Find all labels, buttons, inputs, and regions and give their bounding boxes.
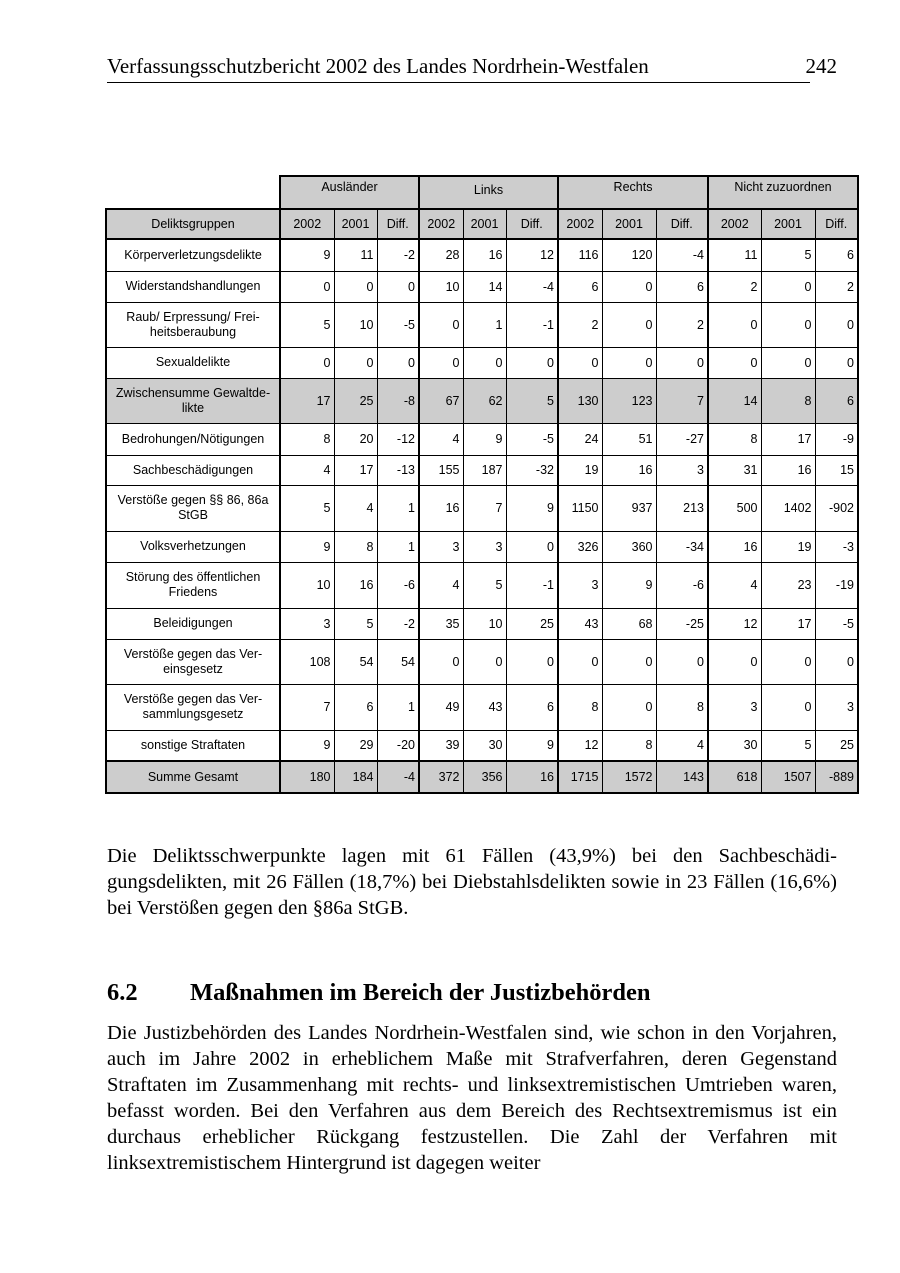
table-cell: 43: [558, 608, 602, 639]
table-cell: 5: [334, 608, 377, 639]
table-cell: 9: [463, 423, 506, 455]
column-header-row: [106, 209, 858, 239]
table-cell: 8: [656, 684, 708, 730]
table-cell: 8: [708, 423, 761, 455]
table-cell: 30: [463, 730, 506, 761]
table-cell: 28: [419, 239, 463, 271]
table-cell: 9: [506, 730, 558, 761]
table-cell: 0: [558, 347, 602, 378]
table-cell: -32: [506, 455, 558, 485]
table-cell: 49: [419, 684, 463, 730]
table-cell: 0: [761, 684, 815, 730]
table-cell: 0: [656, 347, 708, 378]
table-row: [106, 562, 858, 608]
table-cell: 23: [761, 562, 815, 608]
table-cell: 8: [334, 531, 377, 562]
table-cell: 54: [377, 639, 419, 684]
table-cell: 51: [602, 423, 656, 455]
table-cell: 10: [334, 302, 377, 347]
table-cell: -27: [656, 423, 708, 455]
table-cell: 0: [506, 531, 558, 562]
table-cell: 2: [656, 302, 708, 347]
table-cell: 372: [419, 761, 463, 793]
table-cell: 213: [656, 485, 708, 531]
table-cell: -20: [377, 730, 419, 761]
table-cell: 7: [280, 684, 334, 730]
table-cell: 0: [761, 639, 815, 684]
table-cell: 5: [761, 239, 815, 271]
row-label: Volksverhetzungen: [106, 531, 280, 562]
table-cell: -4: [377, 761, 419, 793]
table-row: [106, 761, 858, 793]
table-cell: 16: [761, 455, 815, 485]
table-cell: 4: [334, 485, 377, 531]
section-number: 6.2: [107, 979, 138, 1006]
table-cell: -19: [815, 562, 858, 608]
table-cell: 11: [708, 239, 761, 271]
running-title: Verfassungsschutzbericht 2002 des Landes Nordrhein-Westfalen: [107, 54, 649, 78]
table-cell: -5: [377, 302, 419, 347]
table-cell: 12: [708, 608, 761, 639]
table-cell: 6: [558, 271, 602, 302]
row-label: Störung des öffentlichen Friedens: [106, 562, 280, 608]
group-links: Links: [419, 176, 558, 209]
table-cell: 6: [815, 378, 858, 423]
table-cell: 120: [602, 239, 656, 271]
paragraph-2: Die Justizbehörden des Landes Nordrhein-Westfalen sind, wie schon in den Vorjahren, auch im Jahre 2002 in erheblichem Maße mit Strafverfahren, deren Gegenstand Straftaten im Zusammenhang mit rechts- und linksextremistischen Umtrieben waren, befasst worden. Bei den Verfahren aus dem Bereich des Rechtsextremismus ist ein durchaus erheblicher Rückgang festzustellen. Die Zahl der Verfahren mit linksextremistischem Hintergrund ist dagegen weiter: [107, 1022, 837, 1174]
table-cell: -8: [377, 378, 419, 423]
table-row: [106, 684, 858, 730]
table-row: [106, 485, 858, 531]
table-cell: 0: [506, 347, 558, 378]
table-cell: 1: [377, 684, 419, 730]
table-cell: 0: [280, 347, 334, 378]
table-cell: 30: [708, 730, 761, 761]
page-number: 242: [805, 54, 837, 78]
row-label: Verstöße gegen §§ 86, 86a StGB: [106, 485, 280, 531]
table-cell: -1: [506, 562, 558, 608]
table-cell: 3: [708, 684, 761, 730]
table-cell: 9: [280, 239, 334, 271]
table-cell: 25: [506, 608, 558, 639]
table-cell: 0: [656, 639, 708, 684]
row-label: Verstöße gegen das Ver-einsgesetz: [106, 639, 280, 684]
table-cell: 25: [815, 730, 858, 761]
table-cell: 5: [506, 378, 558, 423]
table-cell: -34: [656, 531, 708, 562]
row-label: Summe Gesamt: [106, 761, 280, 793]
table-cell: 8: [280, 423, 334, 455]
table-cell: 184: [334, 761, 377, 793]
table-cell: 29: [334, 730, 377, 761]
table-cell: 360: [602, 531, 656, 562]
table-cell: 326: [558, 531, 602, 562]
table-cell: 39: [419, 730, 463, 761]
table-cell: 0: [602, 347, 656, 378]
table-cell: 3: [419, 531, 463, 562]
table-cell: -2: [377, 608, 419, 639]
table-cell: 5: [761, 730, 815, 761]
table-row: [106, 639, 858, 684]
table-cell: -1: [506, 302, 558, 347]
table-cell: 62: [463, 378, 506, 423]
table-cell: 4: [419, 423, 463, 455]
col-header: 2002: [419, 209, 463, 239]
table-cell: 0: [815, 302, 858, 347]
table-cell: 0: [708, 347, 761, 378]
row-label: sonstige Straftaten: [106, 730, 280, 761]
table-row: [106, 378, 858, 423]
section-title: Maßnahmen im Bereich der Justizbehörden: [190, 979, 651, 1006]
table-cell: 14: [463, 271, 506, 302]
table-cell: 4: [708, 562, 761, 608]
table-cell: 4: [419, 562, 463, 608]
table-cell: 0: [419, 347, 463, 378]
row-label: Beleidigungen: [106, 608, 280, 639]
table-row: [106, 608, 858, 639]
table-cell: 0: [377, 347, 419, 378]
row-label: Sexualdelikte: [106, 347, 280, 378]
row-label: Verstöße gegen das Ver-sammlungsgesetz: [106, 684, 280, 730]
col-header: Diff.: [815, 209, 858, 239]
table-cell: 2: [708, 271, 761, 302]
table-cell: 937: [602, 485, 656, 531]
paragraph-1: Die Deliktsschwerpunkte lagen mit 61 Fällen (43,9%) bei den Sachbeschädi-gungsdelikten, mit 26 Fällen (18,7%) bei Diebstahlsdelikten sowie in 23 Fällen (16,6%) bei Verstößen gegen den §86a StGB.: [107, 845, 837, 919]
table-cell: 6: [506, 684, 558, 730]
table-cell: 1507: [761, 761, 815, 793]
table-cell: 0: [602, 684, 656, 730]
col-header: Diff.: [656, 209, 708, 239]
table-cell: 2: [558, 302, 602, 347]
group-nicht-zuzuordnen: Nicht zuzuordnen: [708, 176, 858, 209]
table-row: [106, 239, 858, 271]
table-cell: 35: [419, 608, 463, 639]
table-cell: 6: [815, 239, 858, 271]
table-cell: 0: [463, 347, 506, 378]
table-cell: 6: [334, 684, 377, 730]
table-cell: 3: [815, 684, 858, 730]
table-cell: 17: [761, 608, 815, 639]
col-header: 2001: [602, 209, 656, 239]
table-cell: 0: [419, 639, 463, 684]
table-cell: 180: [280, 761, 334, 793]
table-cell: 9: [280, 730, 334, 761]
table-cell: 9: [280, 531, 334, 562]
col-header: 2001: [761, 209, 815, 239]
table-row: [106, 423, 858, 455]
table-cell: 17: [761, 423, 815, 455]
row-label: Körperverletzungsdelikte: [106, 239, 280, 271]
table-cell: 16: [708, 531, 761, 562]
table-cell: 8: [602, 730, 656, 761]
table-row: [106, 730, 858, 761]
table-cell: 1: [463, 302, 506, 347]
table-cell: 20: [334, 423, 377, 455]
table-cell: 5: [280, 302, 334, 347]
table-cell: 5: [280, 485, 334, 531]
table-cell: 0: [463, 639, 506, 684]
table-row: [106, 302, 858, 347]
section-heading: [107, 979, 651, 1007]
table-cell: 10: [463, 608, 506, 639]
table-cell: 0: [708, 302, 761, 347]
table-cell: 0: [602, 639, 656, 684]
table-cell: -902: [815, 485, 858, 531]
table-cell: -4: [656, 239, 708, 271]
table-cell: 1402: [761, 485, 815, 531]
table-cell: 618: [708, 761, 761, 793]
group-header-row: [106, 176, 858, 209]
table-cell: 12: [558, 730, 602, 761]
table-cell: 1715: [558, 761, 602, 793]
table-row: [106, 455, 858, 485]
col-header: Diff.: [506, 209, 558, 239]
table-cell: 3: [463, 531, 506, 562]
table-cell: 0: [280, 271, 334, 302]
table-cell: 2: [815, 271, 858, 302]
row-label: Zwischensumme Gewaltde-likte: [106, 378, 280, 423]
table-cell: 24: [558, 423, 602, 455]
col-header: 2001: [334, 209, 377, 239]
table-cell: 16: [602, 455, 656, 485]
row-label: Widerstandshandlungen: [106, 271, 280, 302]
table-cell: 19: [558, 455, 602, 485]
table-cell: 67: [419, 378, 463, 423]
table-cell: 0: [419, 302, 463, 347]
table-cell: 15: [815, 455, 858, 485]
col-header: 2001: [463, 209, 506, 239]
col-header: Diff.: [377, 209, 419, 239]
table-cell: 130: [558, 378, 602, 423]
table-cell: 7: [656, 378, 708, 423]
table-cell: 6: [656, 271, 708, 302]
table-cell: 5: [463, 562, 506, 608]
table-cell: 0: [602, 271, 656, 302]
table-row: [106, 271, 858, 302]
col-header: 2002: [558, 209, 602, 239]
table-cell: -6: [377, 562, 419, 608]
table-cell: -5: [815, 608, 858, 639]
table-cell: 0: [815, 347, 858, 378]
table-cell: -889: [815, 761, 858, 793]
table-cell: 16: [506, 761, 558, 793]
table-cell: 0: [708, 639, 761, 684]
table-cell: 500: [708, 485, 761, 531]
col-header: 2002: [280, 209, 334, 239]
row-label: Bedrohungen/Nötigungen: [106, 423, 280, 455]
table-cell: 19: [761, 531, 815, 562]
table-cell: 43: [463, 684, 506, 730]
table-cell: 356: [463, 761, 506, 793]
table-cell: 25: [334, 378, 377, 423]
table-cell: 0: [506, 639, 558, 684]
table-cell: 0: [761, 347, 815, 378]
table-cell: 0: [334, 347, 377, 378]
page-header: [107, 50, 837, 83]
table-cell: 8: [558, 684, 602, 730]
group-auslaender: Ausländer: [280, 176, 419, 209]
table-cell: 10: [419, 271, 463, 302]
table-cell: 54: [334, 639, 377, 684]
table-cell: 0: [377, 271, 419, 302]
table-row: [106, 531, 858, 562]
table-cell: 16: [419, 485, 463, 531]
table-cell: 17: [280, 378, 334, 423]
table-cell: 7: [463, 485, 506, 531]
row-label: Sachbeschädigungen: [106, 455, 280, 485]
table-cell: -25: [656, 608, 708, 639]
table-cell: 17: [334, 455, 377, 485]
table-cell: 10: [280, 562, 334, 608]
table-cell: 0: [761, 302, 815, 347]
table-cell: 0: [815, 639, 858, 684]
row-label: Raub/ Erpressung/ Frei-heitsberaubung: [106, 302, 280, 347]
table-cell: 0: [761, 271, 815, 302]
table-cell: 143: [656, 761, 708, 793]
table-cell: 108: [280, 639, 334, 684]
table-cell: 12: [506, 239, 558, 271]
table-cell: 4: [656, 730, 708, 761]
table-cell: -5: [506, 423, 558, 455]
table-row: [106, 347, 858, 378]
table-cell: 155: [419, 455, 463, 485]
table-cell: 31: [708, 455, 761, 485]
group-rechts: Rechts: [558, 176, 708, 209]
table-cell: -4: [506, 271, 558, 302]
table-cell: 16: [463, 239, 506, 271]
table-cell: 8: [761, 378, 815, 423]
table-cell: -6: [656, 562, 708, 608]
table-cell: 9: [506, 485, 558, 531]
table-cell: -3: [815, 531, 858, 562]
table-cell: 14: [708, 378, 761, 423]
table-cell: 0: [558, 639, 602, 684]
table-cell: 0: [602, 302, 656, 347]
table-cell: 0: [334, 271, 377, 302]
table-cell: -9: [815, 423, 858, 455]
table-cell: -2: [377, 239, 419, 271]
table-cell: 1150: [558, 485, 602, 531]
table-cell: 11: [334, 239, 377, 271]
table-cell: 123: [602, 378, 656, 423]
table-cell: 187: [463, 455, 506, 485]
col-header: 2002: [708, 209, 761, 239]
table-cell: 4: [280, 455, 334, 485]
table-cell: 68: [602, 608, 656, 639]
table-cell: 3: [656, 455, 708, 485]
table-cell: 16: [334, 562, 377, 608]
table-cell: 1572: [602, 761, 656, 793]
table-cell: 116: [558, 239, 602, 271]
table-cell: 1: [377, 531, 419, 562]
table-cell: -12: [377, 423, 419, 455]
row-header-label: Deliktsgruppen: [106, 209, 280, 239]
table-cell: 1: [377, 485, 419, 531]
table-cell: 3: [280, 608, 334, 639]
table-cell: -13: [377, 455, 419, 485]
crime-statistics-table: [105, 175, 859, 794]
table-cell: 3: [558, 562, 602, 608]
table-cell: 9: [602, 562, 656, 608]
